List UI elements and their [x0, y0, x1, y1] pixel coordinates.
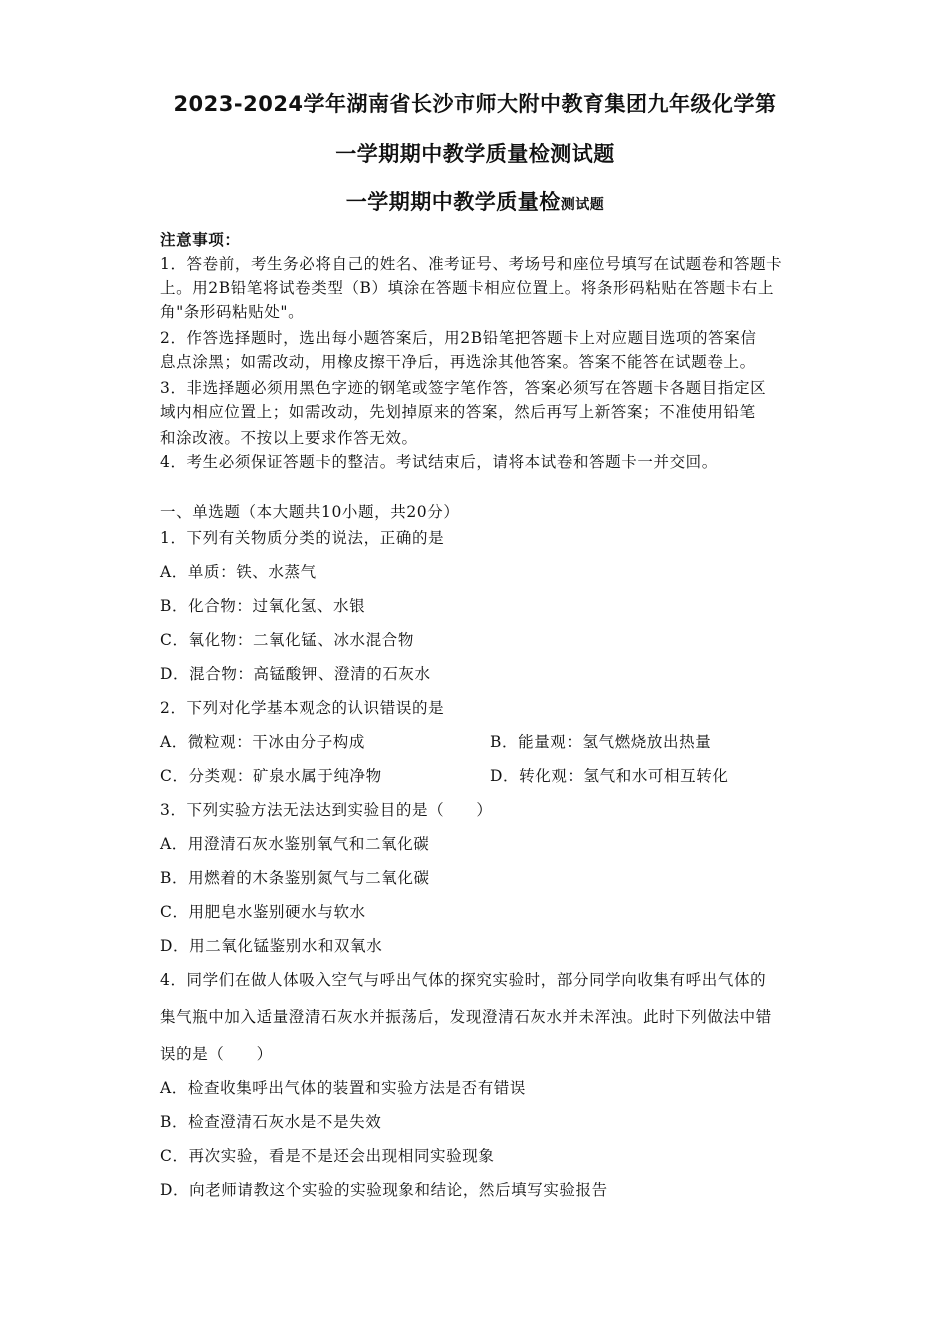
- question-option: B．化合物：过氧化氢、水银: [160, 597, 366, 615]
- notice-heading: 注意事项：: [160, 230, 241, 249]
- page-title-line-1: 2023-2024学年湖南省长沙市师大附中教育集团九年级化学第: [173, 92, 777, 116]
- question-option: B．检查澄清石灰水是不是失效: [160, 1113, 382, 1131]
- notice-line: 息点涂黑；如需改动，用橡皮擦干净后，再选涂其他答案。答案不能答在试题卷上。: [160, 353, 756, 371]
- notice-line: 角"条形码粘贴处"。: [160, 303, 305, 321]
- question-option: C．氧化物：二氧化锰、冰水混合物: [160, 631, 414, 649]
- notice-line: 2．作答选择题时，选出每小题答案后，用2B铅笔把答题卡上对应题目选项的答案信: [160, 329, 757, 347]
- notice-line: 1．答卷前，考生务必将自己的姓名、准考证号、考场号和座位号填写在试题卷和答题卡: [160, 255, 783, 273]
- question-stem: 3．下列实验方法无法达到实验目的是（ ）: [160, 801, 493, 819]
- question-option-d: D．转化观：氢气和水可相互转化: [490, 767, 729, 785]
- question-option-a: A．微粒观：干冰由分子构成: [160, 733, 365, 751]
- subtitle-small: 测试题: [560, 197, 605, 213]
- question-option: A．检查收集呼出气体的装置和实验方法是否有错误: [160, 1079, 526, 1097]
- page-title-line-2: 一学期期中教学质量检测试题: [335, 142, 615, 166]
- question-stem: 2．下列对化学基本观念的认识错误的是: [160, 699, 445, 717]
- section-heading: 一、单选题（本大题共10小题，共20分）: [160, 503, 460, 521]
- notice-line: 和涂改液。不按以上要求作答无效。: [160, 429, 418, 447]
- notice-line: 3．非选择题必须用黑色字迹的钢笔或签字笔作答，答案必须写在答题卡各题目指定区: [160, 379, 767, 397]
- question-option: C．用肥皂水鉴别硬水与软水: [160, 903, 366, 921]
- question-option-c: C．分类观：矿泉水属于纯净物: [160, 767, 382, 785]
- question-stem-line: 集气瓶中加入适量澄清石灰水并振荡后，发现澄清石灰水并未浑浊。此时下列做法中错: [160, 1008, 772, 1026]
- question-stem-line: 误的是（ ）: [160, 1045, 273, 1063]
- question-option-b: B．能量观：氢气燃烧放出热量: [490, 733, 712, 751]
- subtitle-main: 一学期期中教学质量检: [345, 190, 561, 214]
- question-stem: 1．下列有关物质分类的说法，正确的是: [160, 529, 445, 547]
- question-option: D．用二氧化锰鉴别水和双氧水: [160, 937, 383, 955]
- question-stem-line: 4．同学们在做人体吸入空气与呼出气体的探究实验时，部分同学向收集有呼出气体的: [160, 971, 767, 989]
- notice-line: 上。用2B铅笔将试卷类型（B）填涂在答题卡相应位置上。将条形码粘贴在答题卡右上: [160, 279, 775, 297]
- question-option: A．用澄清石灰水鉴别氧气和二氧化碳: [160, 835, 430, 853]
- question-option: B．用燃着的木条鉴别氮气与二氧化碳: [160, 869, 430, 887]
- question-option: D．混合物：高锰酸钾、澄清的石灰水: [160, 665, 431, 683]
- question-option: A．单质：铁、水蒸气: [160, 563, 317, 581]
- page-subtitle: [0, 186, 950, 216]
- notice-line: 域内相应位置上；如需改动，先划掉原来的答案，然后再写上新答案；不准使用铅笔: [160, 403, 756, 421]
- notice-line: 4．考生必须保证答题卡的整洁。考试结束后，请将本试卷和答题卡一并交回。: [160, 453, 718, 471]
- question-option: D．向老师请教这个实验的实验现象和结论，然后填写实验报告: [160, 1181, 608, 1199]
- question-option: C．再次实验，看是不是还会出现相同实验现象: [160, 1147, 495, 1165]
